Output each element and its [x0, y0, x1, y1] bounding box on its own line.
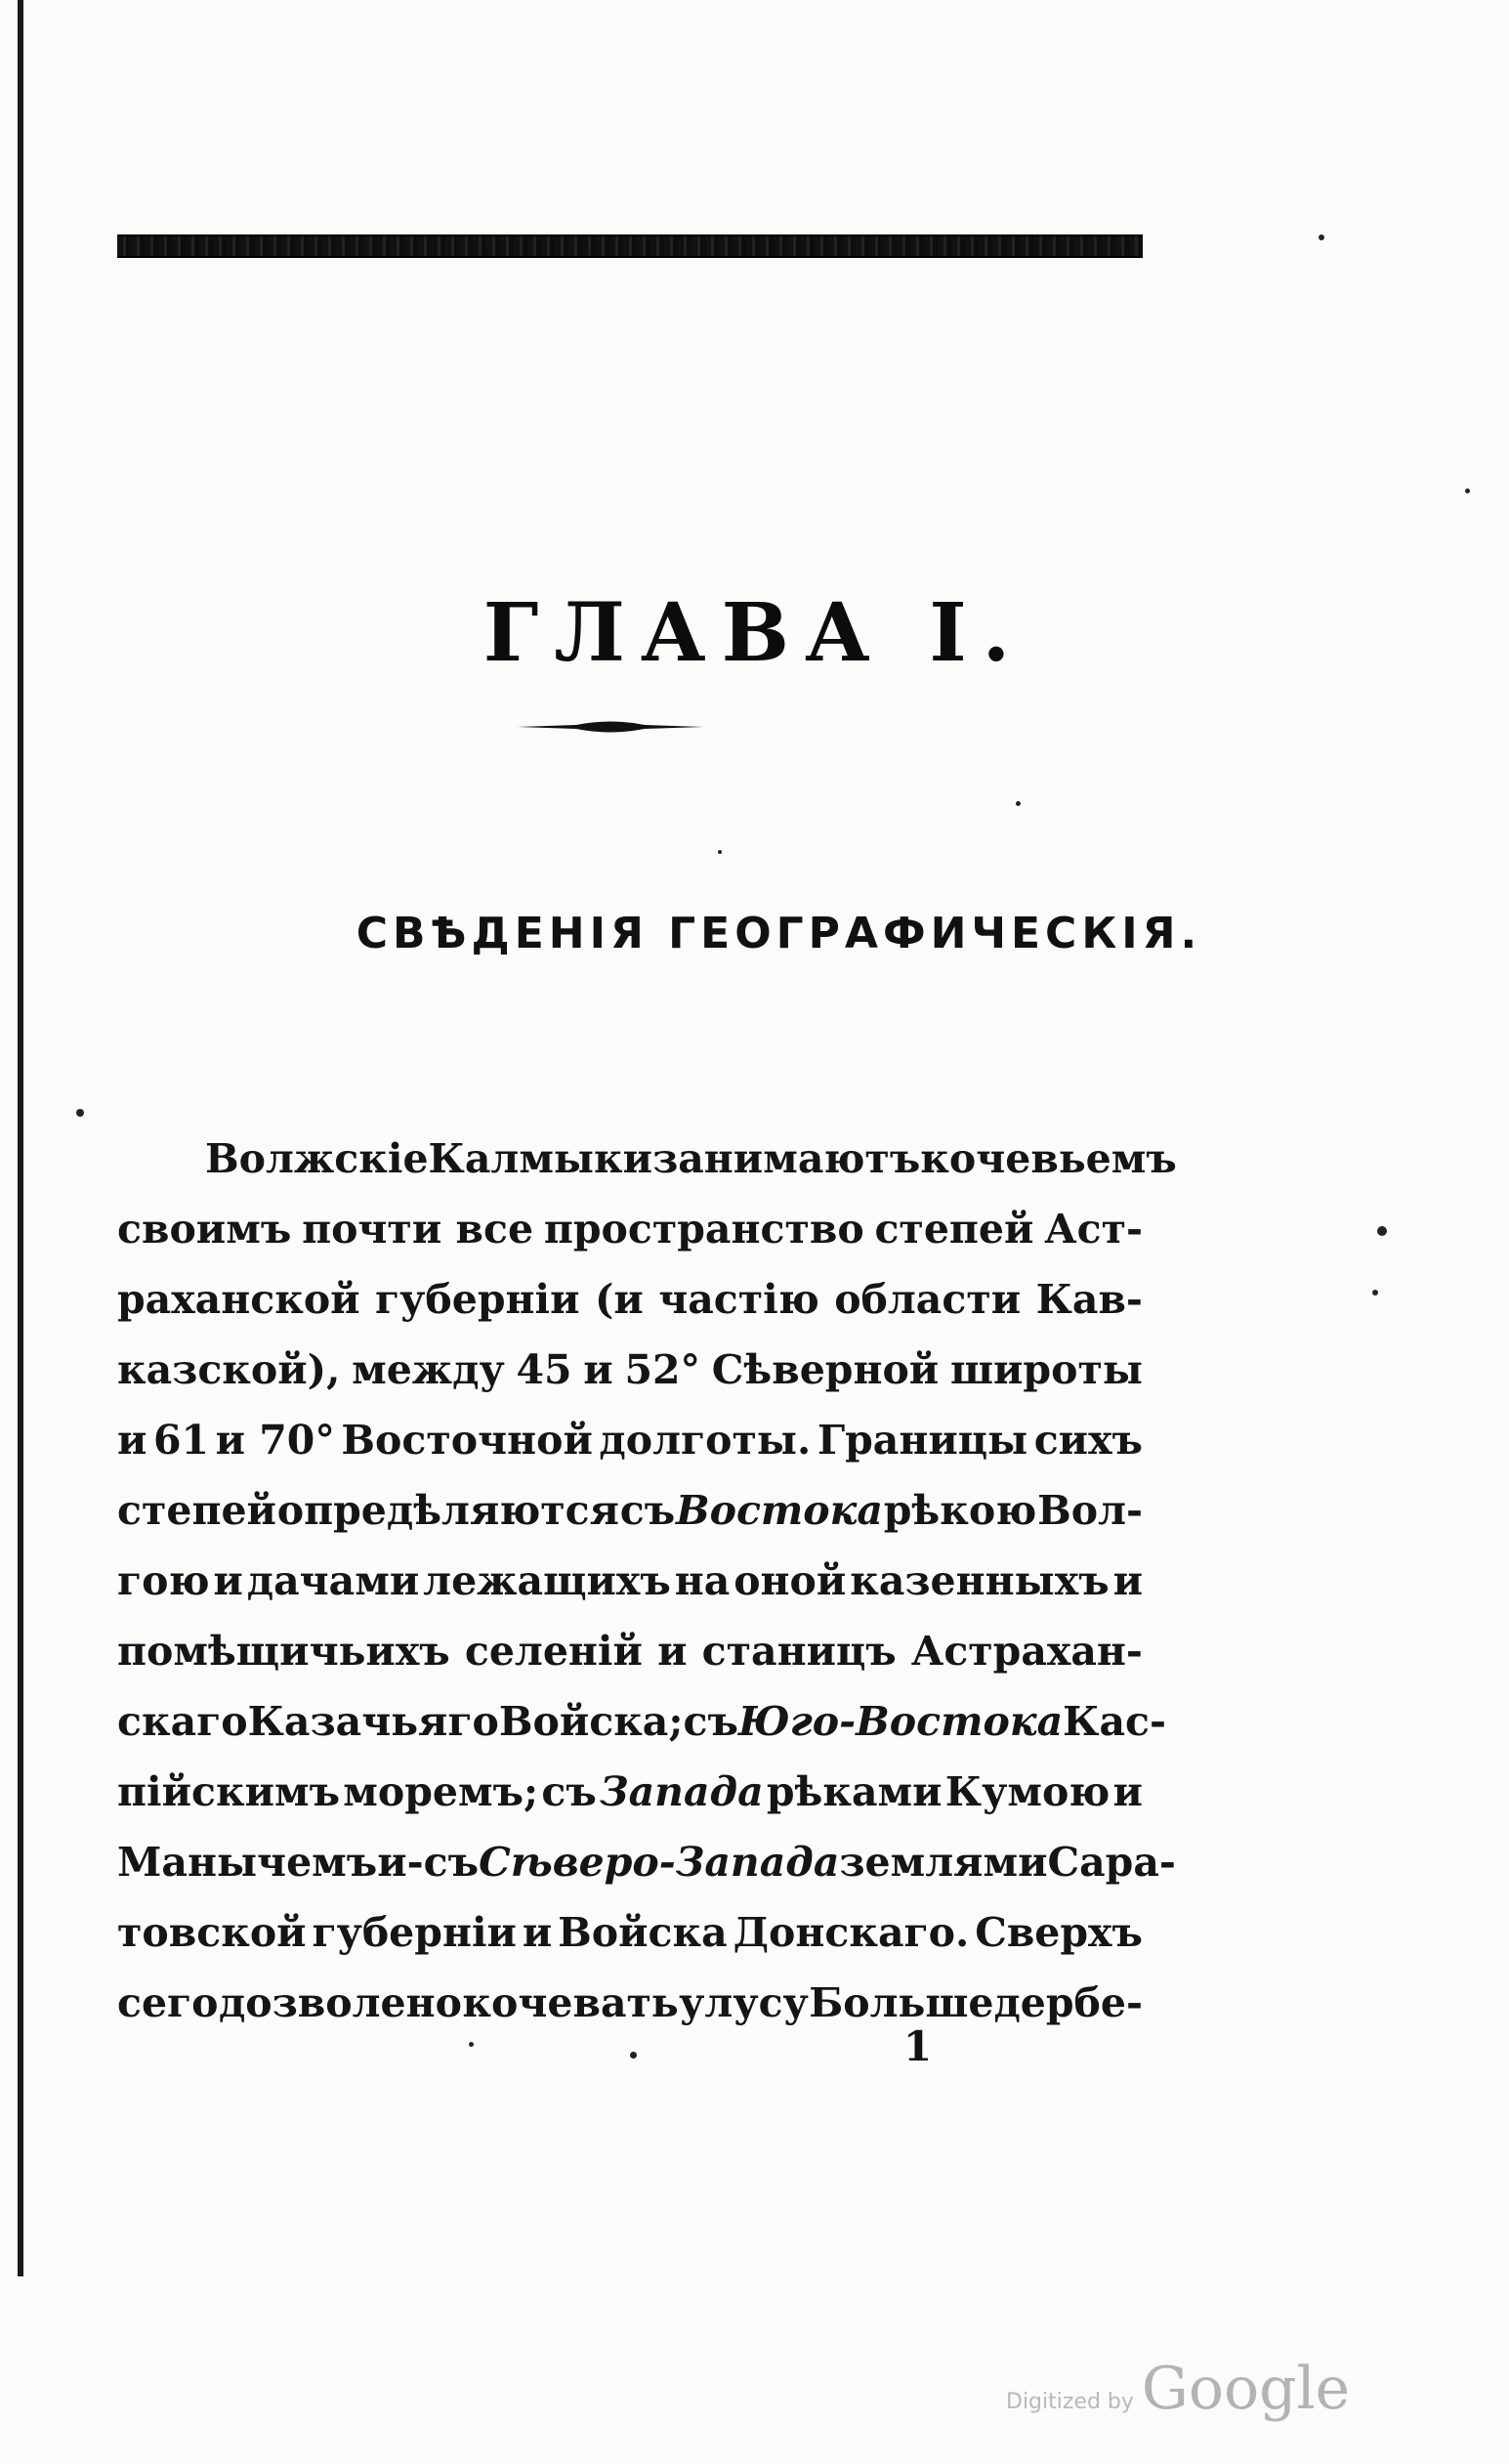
ornament-divider [518, 718, 703, 736]
text-line-4: казской), между 45 и 52° Сѣверной широты [117, 1346, 1143, 1393]
page-number: 1 [903, 2022, 933, 2070]
google-logo: Google [1141, 2355, 1351, 2423]
section-title: СВѢДЕНІЯ ГЕОГРАФИЧЕСКІЯ. [356, 909, 1202, 958]
scan-speck [1377, 1226, 1387, 1236]
text-line-9: скаго Казачьяго Войска; съ Юго-Востока Кас- [117, 1698, 1166, 1745]
scan-speck [1465, 489, 1470, 493]
scan-speck [76, 1109, 84, 1117]
scan-speck [718, 850, 722, 854]
scan-speck [469, 2042, 474, 2047]
top-rule [117, 234, 1143, 258]
page-edge [18, 0, 23, 2276]
text-line-2: своимъ почти все пространство степей Аст- [117, 1206, 1143, 1253]
chapter-title: ГЛАВА І. [482, 586, 1027, 680]
scan-speck [1372, 1290, 1378, 1296]
scan-speck [630, 2052, 637, 2059]
text-line-12: товской губерніи и Войска Донскаго. Сверхъ [117, 1909, 1143, 1956]
text-line-1: Волжскіе Калмыки занимаютъ кочевьемъ [205, 1135, 1177, 1182]
text-line-8: помѣщичьихъ селеній и станицъ Астрахан- [117, 1628, 1143, 1675]
scan-speck [1016, 801, 1021, 806]
text-line-3: раханской губерніи (и частію области Кав- [117, 1276, 1143, 1323]
watermark-prefix: Digitized by [1006, 2390, 1134, 2414]
scan-speck [1319, 234, 1324, 240]
text-line-5: и 61 и 70° Восточной долготы. Границы сихъ [117, 1417, 1143, 1464]
text-line-7: гою и дачами лежащихъ на оной казенныхъ и [117, 1557, 1143, 1604]
text-line-13: сего дозволено кочевать улусу Большедербе- [117, 1979, 1143, 2026]
text-line-10: пійскимъ моремъ; съ Запада рѣками Кумою и [117, 1768, 1143, 1815]
text-line-11: Манычемъ и-съ Сѣверо-Запада землями Сара- [117, 1839, 1176, 1886]
digitized-watermark [1006, 2355, 1350, 2423]
text-line-6: степей опредѣляются съ Востока рѣкою Вол- [117, 1487, 1143, 1534]
body-text [117, 1124, 1177, 2038]
